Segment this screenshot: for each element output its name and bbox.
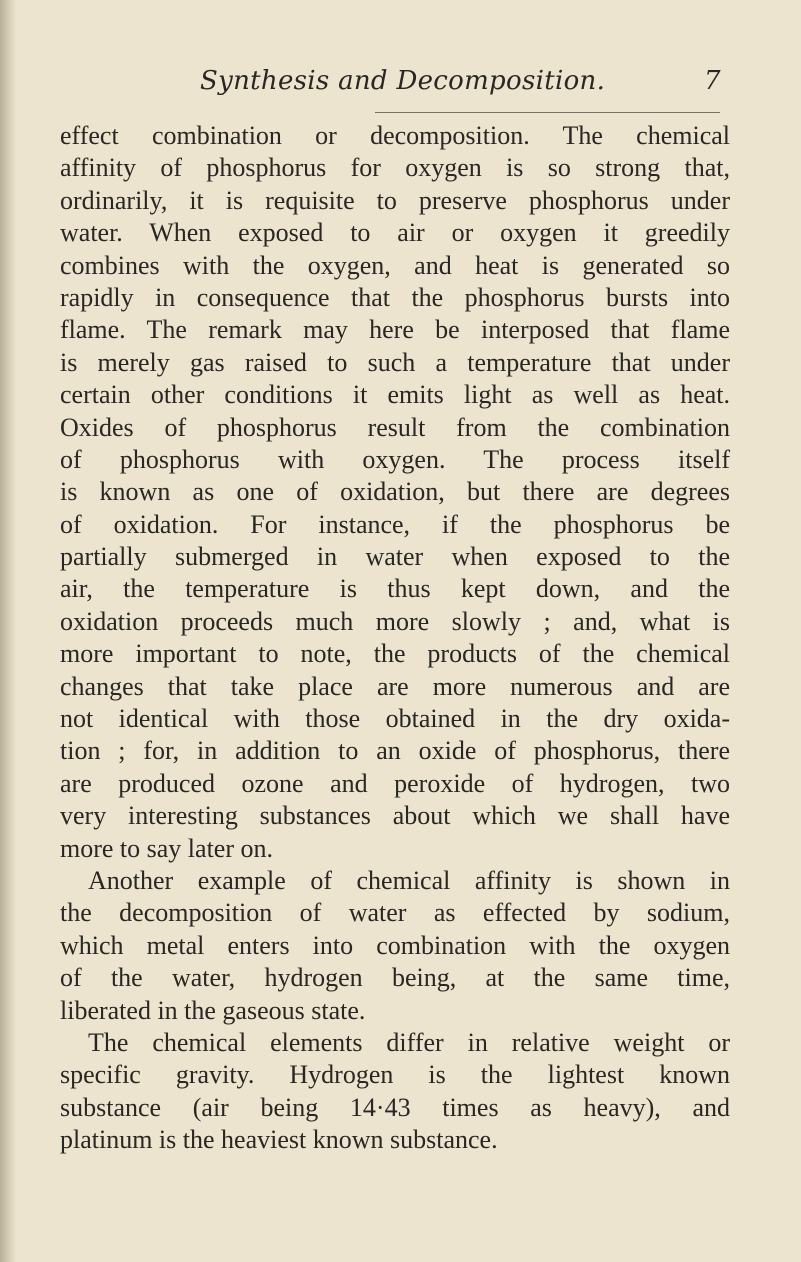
text-line: more important to note, the products of the chemical [60,639,730,669]
text-line: partially submerged in water when exposed to the [60,542,730,572]
text-line: Another example of chemical affinity is shown in [88,865,730,895]
text-line: are produced ozone and peroxide of hydrogen, two [60,768,730,798]
text-line: flame. The remark may here be interposed that flame [60,315,730,345]
body-text [60,120,730,1157]
text-line: is known as one of oxidation, but there are degrees [60,477,730,507]
text-line: changes that take place are more numerous and are [60,671,730,701]
text-line: Oxides of phosphorus result from the combination [60,412,730,442]
page-binding-shadow [0,0,16,1262]
text-line: liberated in the gaseous state. [60,995,366,1025]
text-line: tion ; for, in addition to an oxide of phosphorus, there [60,736,730,766]
text-line: oxidation proceeds much more slowly ; and, what is [60,606,730,636]
running-head-title: Synthesis and Decomposition. [200,66,606,96]
text-line: very interesting substances about which we shall have [60,801,730,831]
text-line: which metal enters into combination with the oxygen [60,930,730,960]
text-line: of phosphorus with oxygen. The process itself [60,444,730,474]
text-line: certain other conditions it emits light as well as heat. [60,380,730,410]
text-line: rapidly in consequence that the phosphorus bursts into [60,282,730,312]
text-line: specific gravity. Hydrogen is the lightest known [60,1060,730,1090]
text-line: not identical with those obtained in the dry oxida- [60,704,730,734]
text-line: of the water, hydrogen being, at the same time, [60,963,730,993]
page-number: 7 [704,66,721,96]
text-line: water. When exposed to air or oxygen it greedily [60,218,730,248]
running-head [0,66,801,106]
text-line: is merely gas raised to such a temperature that under [60,347,730,377]
text-line: of oxidation. For instance, if the phosphorus be [60,509,730,539]
text-line: substance (air being 14·43 times as heavy), and [60,1092,730,1122]
text-line: platinum is the heaviest known substance. [60,1125,498,1155]
text-line: combines with the oxygen, and heat is generated so [60,250,730,280]
text-line: affinity of phosphorus for oxygen is so strong that, [60,153,730,183]
running-head-rule [375,112,720,113]
text-line: ordinarily, it is requisite to preserve phosphorus under [60,185,730,215]
text-line: The chemical elements differ in relative weight or [88,1027,730,1057]
text-line: the decomposition of water as effected by sodium, [60,898,730,928]
text-line: air, the temperature is thus kept down, and the [60,574,730,604]
text-line: more to say later on. [60,833,273,863]
text-line: effect combination or decomposition. The chemical [60,121,730,150]
